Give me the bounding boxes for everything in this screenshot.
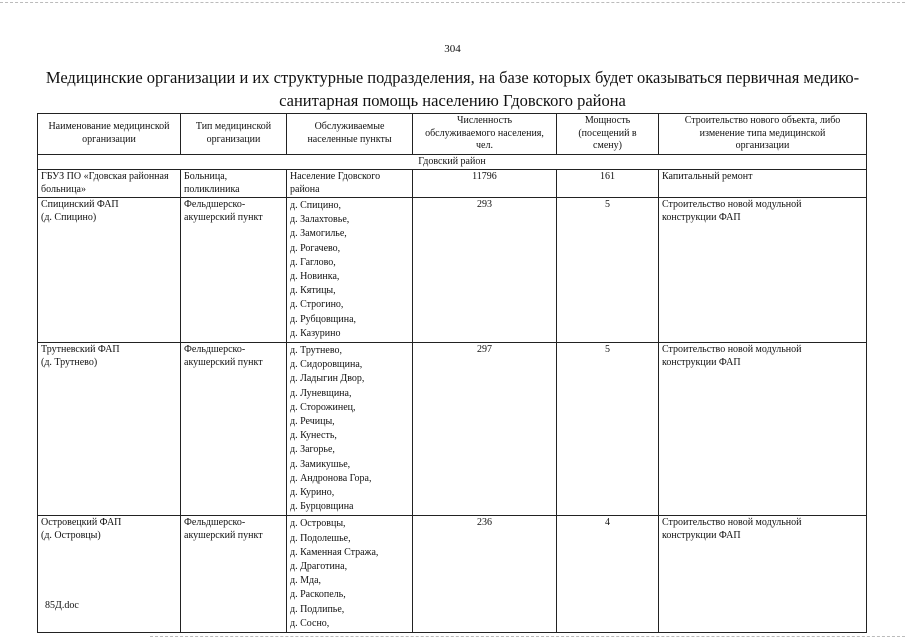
org-name-cell: Островецкий ФАП (д. Островцы): [38, 516, 181, 633]
org-type-cell: Фельдшерско- акушерский пункт: [181, 343, 287, 516]
population-cell: 293: [413, 198, 557, 343]
page-number: 304: [444, 43, 461, 55]
header-population: Численность обслуживаемого населения, чел.: [413, 114, 557, 155]
header-settlements: Обслуживаемые населенные пункты: [287, 114, 413, 155]
document-title: [30, 66, 875, 112]
construction-cell: Строительство новой модульной конструкции ФАП: [659, 198, 867, 343]
file-name-footer: 85Д.doc: [45, 600, 79, 611]
table-row: [38, 516, 867, 633]
scan-edge-top: [0, 2, 905, 3]
district-row: [38, 154, 867, 170]
district-name: Гдовский район: [38, 154, 867, 170]
construction-cell: Капитальный ремонт: [659, 170, 867, 198]
capacity-cell: 4: [557, 516, 659, 633]
capacity-cell: 161: [557, 170, 659, 198]
header-construction: Строительство нового объекта, либо изменение типа медицинской организации: [659, 114, 867, 155]
org-type-cell: Больница, поликлиника: [181, 170, 287, 198]
title-line-2: санитарная помощь населению Гдовского района: [279, 91, 626, 110]
header-org-name: Наименование медицинской организации: [38, 114, 181, 155]
capacity-cell: 5: [557, 198, 659, 343]
construction-cell: Строительство новой модульной конструкции ФАП: [659, 343, 867, 516]
organizations-table: [37, 113, 867, 633]
population-cell: 11796: [413, 170, 557, 198]
org-name-cell: ГБУЗ ПО «Гдовская районная больница»: [38, 170, 181, 198]
population-cell: 297: [413, 343, 557, 516]
settlements-cell: д. Спицино, д. Залахтовье, д. Замогилье, д. Рогачево, д. Гаглово, д. Новинка, д. Кятицы, д. Строгино, д. Рубцовщина, д. Казурино: [287, 198, 413, 343]
header-org-type: Тип медицинской организации: [181, 114, 287, 155]
org-type-cell: Фельдшерско- акушерский пункт: [181, 516, 287, 633]
population-cell: 236: [413, 516, 557, 633]
table-row: [38, 198, 867, 343]
settlements-cell: д. Островцы, д. Подолешье, д. Каменная Стража, д. Драготина, д. Мда, д. Раскопель, д. Подлипье, д. Сосно,: [287, 516, 413, 633]
settlements-cell: Население Гдовского района: [287, 170, 413, 198]
capacity-cell: 5: [557, 343, 659, 516]
header-capacity: Мощность (посещений в смену): [557, 114, 659, 155]
table-row: [38, 170, 867, 198]
construction-cell: Строительство новой модульной конструкции ФАП: [659, 516, 867, 633]
table-row: [38, 343, 867, 516]
table-header-row: [38, 114, 867, 155]
org-name-cell: Спицинский ФАП (д. Спицино): [38, 198, 181, 343]
settlements-cell: д. Трутнево, д. Сидоровщина, д. Ладыгин Двор, д. Луневщина, д. Сторожинец, д. Речицы, д. Кунесть, д. Загорье, д. Замикушье, д. Андронова Гора, д. Курино, д. Бурцовщина: [287, 343, 413, 516]
org-name-cell: Трутневский ФАП (д. Трутнево): [38, 343, 181, 516]
scan-edge-bottom: [150, 636, 905, 637]
org-type-cell: Фельдшерско- акушерский пункт: [181, 198, 287, 343]
title-line-1: Медицинские организации и их структурные подразделения, на базе которых будет оказываться первичная медико-: [45, 68, 860, 87]
